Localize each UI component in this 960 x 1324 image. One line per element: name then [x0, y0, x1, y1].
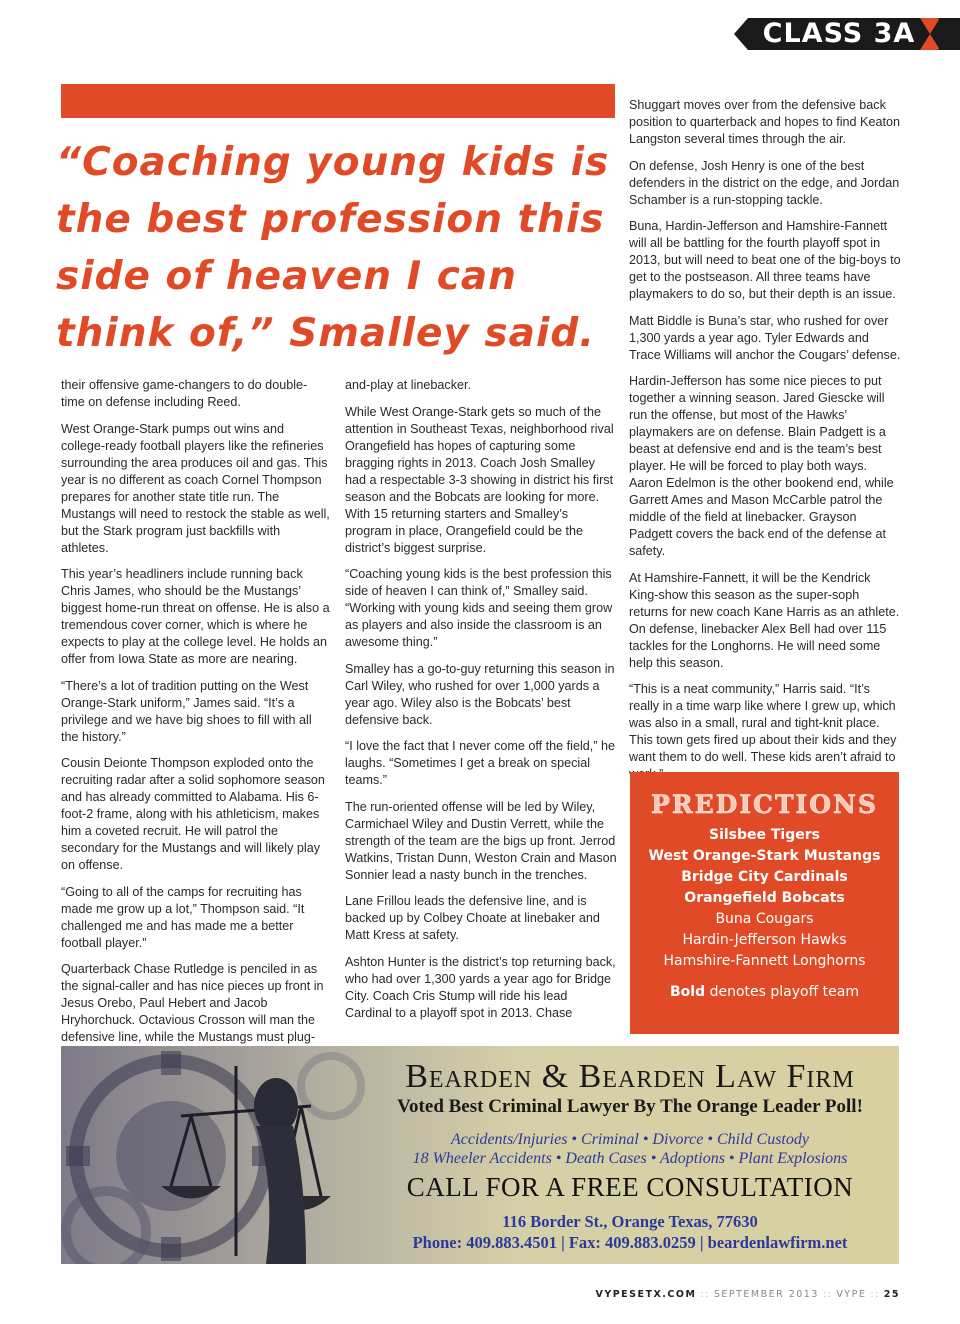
section-tag-label: CLASS 3A	[762, 18, 916, 49]
paragraph: This year’s headliners include running back Chris James, who should be the Mustangs’ biggest home-run threat on offense. He is also a tremendous cover corner, which is where he expects to play at the college level. He holds an offer from Iowa State as more are nearing.	[61, 567, 330, 666]
paragraph: Cousin Deionte Thompson exploded onto the recruiting radar after a solid sophomore season and has already committed to Alabama. His 6-foot-2 frame, along with his athleticism, makes him a coveted recruit. He will patrol the secondary for the Mustangs and will likely play on offense.	[61, 756, 325, 872]
page-number: 25	[883, 1289, 900, 1300]
ad-text-block	[361, 1046, 899, 1253]
ad-phone-fax-web[interactable]: Phone: 409.883.4501 | Fax: 409.883.0259 | beardenlawfirm.net	[412, 1233, 848, 1252]
ad-services	[361, 1130, 899, 1168]
paragraph: Quarterback Chase Rutledge is penciled in as the signal-caller and has nice pieces up front in Jesus Orebo, Paul Hebert and Jacob Hryhorchuck. Octavious Crosson will man the defensive line, while the Mustangs must plug-	[61, 962, 324, 1044]
article-column-3	[629, 97, 901, 793]
paragraph: Buna, Hardin-Jefferson and Hamshire-Fannett will all be battling for the fourth playoff spot in 2013, but will need to beat one of the big-boys to get to the postseason. All three teams have playmakers to do so, but their depth is an issue.	[629, 219, 901, 301]
paragraph: and-play at linebacker.	[345, 378, 472, 392]
predictions-list	[630, 825, 899, 972]
prediction-team: Hamshire-Fannett Longhorns	[663, 953, 866, 969]
footer-separator: ::	[700, 1289, 710, 1300]
predictions-note-text: denotes playoff team	[705, 984, 859, 1000]
ad-address: 116 Border St., Orange Texas, 77630	[502, 1212, 758, 1231]
paragraph: “I love the fact that I never come off the field,” he laughs. “Sometimes I get a break on special teams.”	[345, 739, 615, 787]
article-column-1	[61, 377, 330, 1056]
predictions-title: PREDICTIONS	[651, 790, 878, 819]
paragraph: Smalley has a go-to-guy returning this season in Carl Wiley, who rushed for over 1,000 yards a year ago. Wiley also is the Bobcats’ best defensive back.	[345, 661, 615, 727]
ad-contact	[361, 1211, 899, 1253]
ad-firm-name: Bearden & Bearden Law Firm	[405, 1058, 855, 1095]
paragraph: “This is a neat community,” Harris said. “It’s really in a time warp like where I grew up, which was also in a small, rural and tight-knit place. This town gets fired up about their kids and they want them to do well. These kids aren’t afraid to	[629, 682, 897, 764]
ad-services-line: 18 Wheeler Accidents • Death Cases • Adoptions • Plant Explosions	[412, 1150, 848, 1167]
predictions-note-bold: Bold	[670, 984, 706, 1000]
paragraph: “Going to all of the camps for recruiting has made me grow up a lot,” Thompson said. “It challenged me and has made me a better football player.”	[61, 884, 305, 950]
paragraph: West Orange-Stark pumps out wins and college-ready football players like the refineries surrounding the area produces oil and gas. This year is no different as coach Cornel Thompson prepares for another state title run. The Mustangs will need to restock the stable as well, but the Stark program just backfills with athletes.	[61, 421, 330, 555]
paragraph: While West Orange-Stark gets so much of the attention in Southeast Texas, neighborhood rival Orangefield has hopes of capturing some bragging rights in 2013. Coach Josh Smalley had a respectable 3-3 showing in district his first season and the Bobcats are looking for more. With 15 returning starters and Smalley’s program in place, Orangefield could be the district’s biggest surprise.	[345, 404, 614, 555]
law-firm-ad[interactable]	[61, 1046, 899, 1264]
footer-issue: SEPTEMBER 2013	[713, 1289, 819, 1300]
footer-site[interactable]: VYPESETX.COM	[595, 1289, 697, 1300]
page-footer	[595, 1289, 900, 1300]
paragraph: The run-oriented offense will be led by Wiley, Carmichael Wiley and Dustin Verrett, while the strength of the team are the bigs up front. Jerrod Watkins, Tristan Dunn, Weston Crain and Mason Sonnier lead a nasty bunch in the trenches.	[345, 799, 617, 882]
footer-separator: ::	[822, 1289, 833, 1300]
ad-services-line: Accidents/Injuries • Criminal • Divorce • Child Custody	[451, 1131, 809, 1148]
paragraph: Shuggart moves over from the defensive back position to quarterback and hopes to find Keaton Langston several times through the air.	[629, 98, 900, 146]
section-tag	[734, 18, 960, 50]
pull-quote: “Coaching young kids is the best profession this side of heaven I can think of,” Smalley said.	[56, 140, 610, 356]
ad-call-to-action: CALL FOR A FREE CONSULTATION	[406, 1172, 854, 1202]
predictions-box	[630, 772, 899, 1034]
article-column-2	[345, 377, 617, 1031]
paragraph: At Hamshire-Fannett, it will be the Kendrick King-show this season as the super-soph returns for new coach Kane Harris as an athlete. On defense, linebacker Alex Bell had over 115 tackles for the Longhorns. He will need some help this season.	[629, 570, 900, 670]
accent-bar	[61, 84, 615, 118]
paragraph: their offensive game-changers to do double-time on defense including Reed.	[61, 378, 308, 409]
footer-separator: ::	[870, 1289, 880, 1300]
scales-of-justice-illustration	[61, 1046, 391, 1264]
paragraph: “Coaching young kids is the best profession this side of heaven I can think of,” Smalley said. “Working with young kids and seeing them grow as players and also inside the classroom is an awesome thing.”	[345, 567, 613, 649]
paragraph: Hardin-Jefferson has some nice pieces to put together a winning season. Jared Giescke will run the offense, but most of the Hawks’ playmakers are on defense. Blain Padgett is a beast at defensive end and is the team’s best player. He will be forced to play both ways. Aaron Edelmon is the other bookend end, while Garrett Ames and Mason McCarble patrol the middle of the field at linebacker. Grayson Padgett covers the back end of the defense at safety.	[629, 374, 894, 558]
paragraph: Matt Biddle is Buna’s star, who rushed for over 1,300 yards a year ago. Tyler Edwards and Trace Williams will anchor the Cougars’ defense.	[629, 313, 901, 362]
paragraph: On defense, Josh Henry is one of the best defenders in the district on the edge, and Jordan Schamber is a run-stopping tackle.	[629, 158, 900, 207]
prediction-team: Buna Cougars	[715, 911, 814, 927]
paragraph: Ashton Hunter is the district’s top returning back, who had over 1,300 yards a year ago for Bridge City. Coach Cris Stump will ride his lead Cardinal to a playoff spot in 2013. Chase	[345, 954, 616, 1020]
prediction-team: Silsbee Tigers	[708, 827, 820, 843]
footer-brand: VYPE	[836, 1289, 867, 1300]
prediction-team: Bridge City Cardinals	[681, 869, 848, 885]
ad-subtitle: Voted Best Criminal Lawyer By The Orange Leader Poll!	[397, 1096, 863, 1117]
predictions-note	[630, 984, 899, 1000]
prediction-team: Orangefield Bobcats	[684, 890, 845, 906]
prediction-team: West Orange-Stark Mustangs	[648, 848, 881, 864]
prediction-team: Hardin-Jefferson Hawks	[682, 932, 847, 948]
paragraph: Lane Frillou leads the defensive line, and is backed up by Colbey Choate at linebaker and Matt Kress at safety.	[345, 894, 600, 942]
paragraph: “There’s a lot of tradition putting on the West Orange-Stark uniform,” James said. “It’s a privilege and we have big shoes to fill with all the history.”	[61, 678, 312, 744]
